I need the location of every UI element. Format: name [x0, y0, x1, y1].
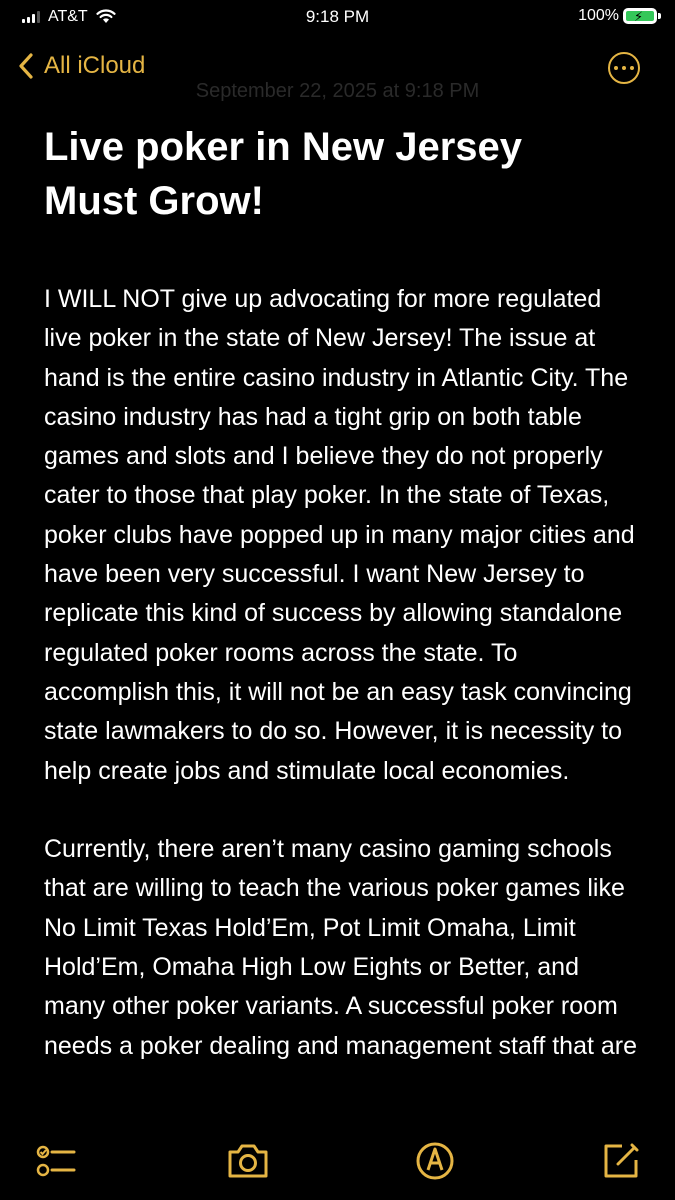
note-body[interactable] — [44, 280, 644, 1105]
status-time: 9:18 PM — [305, 7, 370, 26]
note-title-line: Must Grow! — [44, 179, 264, 223]
note-paragraph: I WILL NOT give up advocating for more regulated live poker in the state of New Jersey! The issue at hand is the entire casino industry in Atlantic City. The casino industry has had a tight grip on both table games and slots and I believe they do not properly cater to those that play poker. In the state of Texas, poker clubs have popped up in many major cities and have been very successful. I want New Jersey to replicate this kind of success by allowing standalone regulated poker rooms across the state. To accomplish this, it will not be an easy task convincing state lawmakers to do so. However, it is necessity to help create jobs and stimulate local economies. — [44, 285, 635, 785]
back-button-label: All iCloud — [44, 52, 146, 79]
status-right — [578, 7, 661, 25]
checklist-button[interactable] — [36, 1140, 78, 1187]
note-title-line: Live poker in New Jersey — [44, 125, 523, 169]
status-bar — [0, 0, 675, 36]
note-paragraph: Currently, there aren’t many casino gaming schools that are willing to teach the various poker games like No Limit Texas Hold’Em, Pot Limit Omaha, Limit Hold’Em, Omaha High Low Eights or Better, and many other poker variants. A successful poker room needs a poker dealing and management staff that are — [44, 835, 638, 1060]
note-title[interactable] — [44, 120, 644, 228]
ellipsis-icon — [614, 66, 618, 70]
carrier-label: AT&T — [48, 8, 88, 25]
chevron-left-icon — [18, 52, 34, 80]
compose-button[interactable] — [600, 1140, 642, 1187]
camera-button[interactable] — [226, 1140, 270, 1187]
note-date: September 22, 2025 at 9:18 PM — [195, 80, 480, 102]
bottom-toolbar — [0, 1140, 675, 1190]
checklist-icon — [36, 1140, 78, 1182]
back-button[interactable] — [18, 52, 145, 80]
battery-icon — [623, 8, 657, 24]
battery-percentage: 100% — [578, 7, 619, 24]
camera-icon — [226, 1140, 270, 1182]
charging-bolt-icon: ⚡ — [634, 9, 644, 24]
compose-icon — [600, 1140, 642, 1182]
markup-button[interactable] — [414, 1140, 456, 1187]
markup-icon — [414, 1140, 456, 1182]
